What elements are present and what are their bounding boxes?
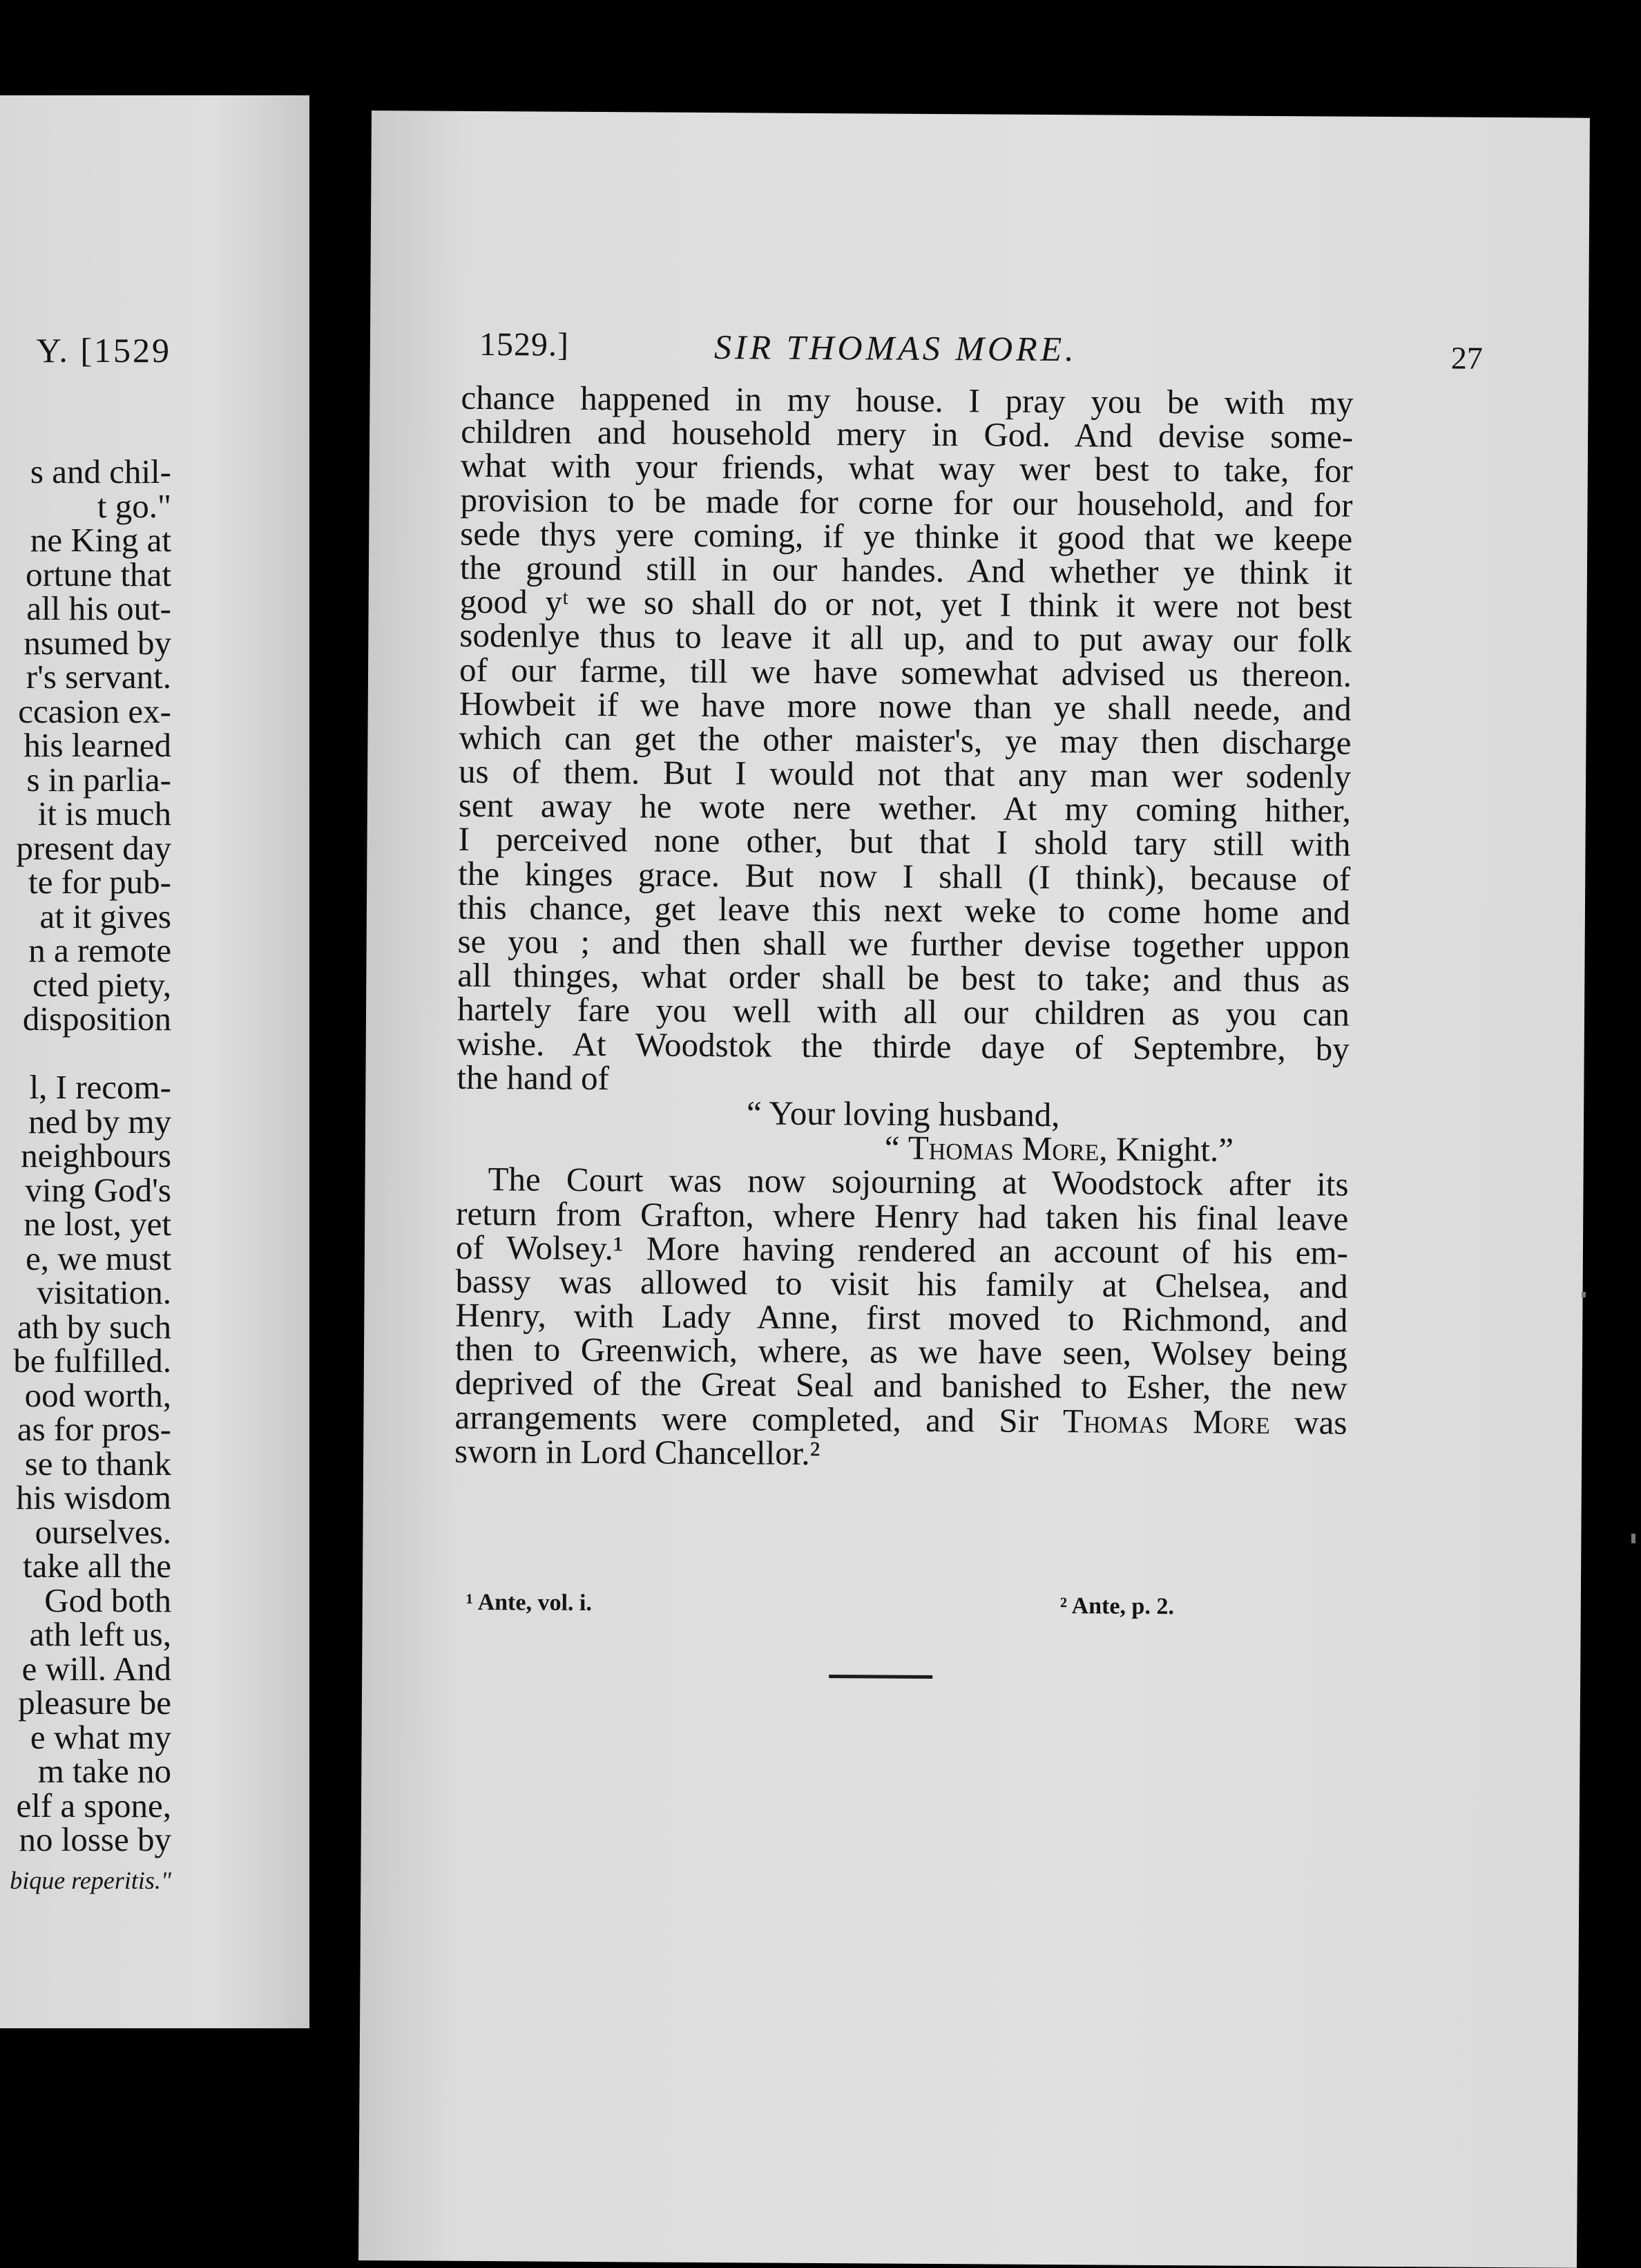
- right-page: [358, 111, 1590, 2268]
- signature-title: , Knight.”: [1099, 1130, 1234, 1169]
- left-page-line: te for pub-: [28, 863, 171, 901]
- signature-quote: “: [884, 1128, 909, 1167]
- left-page-line: at it gives: [39, 897, 171, 935]
- left-page-line: r's servant.: [26, 658, 171, 696]
- left-page-line: God both: [44, 1581, 171, 1619]
- end-rule: [829, 1675, 932, 1679]
- narrative-paragraph: [454, 1160, 1349, 1408]
- letter-line: this chance, get leave this next weke to come home and: [457, 888, 1351, 932]
- scan-speck: [1631, 1534, 1635, 1543]
- letter-line: which can get the other maister's, ye may then discharge: [459, 718, 1352, 762]
- running-head-title: SIR THOMAS MORE.: [713, 327, 1077, 369]
- letter-line: the hand of: [457, 1058, 610, 1097]
- letter-text: [457, 378, 1354, 1100]
- left-page-line: se to thank: [24, 1444, 171, 1483]
- letter-line: good yᵗ we so shall do or not, yet I think it were not best: [459, 582, 1352, 626]
- left-page-line: l, I recom-: [29, 1068, 171, 1106]
- left-page-line: it is much: [37, 794, 171, 832]
- letter-line: provision to be made for corne for our household, and for: [460, 480, 1353, 524]
- footnote-1: ¹ Ante, vol. i.: [466, 1589, 593, 1616]
- letter-line: Howbeit if we have more nowe than ye shall neede, and: [459, 684, 1352, 728]
- footnotes: [466, 1590, 1295, 1629]
- left-page-line: his wisdom: [16, 1478, 171, 1516]
- paragraph-name: Thomas More: [1062, 1401, 1270, 1441]
- page-number: 27: [1450, 340, 1483, 376]
- left-page-line: e what my: [30, 1717, 171, 1756]
- left-page-line: as for pros-: [17, 1410, 171, 1448]
- left-page-line: ned by my: [28, 1102, 171, 1141]
- left-page-line: all his out-: [26, 589, 171, 627]
- letter-line: wishe. At Woodstok the thirde daye of Septembre, by: [457, 1024, 1350, 1068]
- paragraph-line-8-start: arrangements were completed, and Sir: [454, 1398, 1064, 1440]
- left-running-head: Y. [1529: [36, 331, 171, 370]
- left-page-line: ortune that: [26, 555, 171, 593]
- left-page-line: s and chil-: [30, 452, 171, 490]
- signature-name: Thomas More: [908, 1128, 1100, 1168]
- signature-line-1: “ Your loving husband,: [746, 1094, 1060, 1134]
- left-page-line: visitation.: [37, 1273, 171, 1311]
- left-page-line: ood worth,: [24, 1375, 171, 1414]
- left-page-line: m take no: [37, 1752, 171, 1790]
- left-page-fragment: [0, 95, 309, 2028]
- letter-line: I perceived none other, but that I shold tary still with: [458, 820, 1351, 864]
- paragraph-line: bassy was allowed to visit his family at Chelsea, and: [455, 1261, 1348, 1306]
- letter-line: se you ; and then shall we further devise together uppon: [457, 922, 1350, 966]
- left-page-line: ccasion ex-: [18, 692, 171, 730]
- letter-line: of our farme, till we have somewhat advised us thereon.: [459, 650, 1352, 694]
- left-page-line: ourselves.: [35, 1512, 171, 1551]
- left-page-line: ne lost, yet: [23, 1205, 171, 1243]
- left-page-text: [0, 452, 171, 1898]
- letter-line: chance happened in my house. I pray you be with my: [461, 378, 1354, 422]
- left-page-line: pleasure be: [18, 1684, 171, 1722]
- left-page-line: n a remote: [28, 931, 171, 969]
- left-page-line: [0, 1036, 171, 1071]
- left-page-line: ne King at: [30, 521, 171, 559]
- left-page-line: t go.": [97, 486, 171, 525]
- left-page-line: no losse by: [19, 1820, 171, 1858]
- left-page-line: s in parlia-: [26, 760, 171, 799]
- letter-line: sede thys yere coming, if ye thinke it good that we keepe: [460, 514, 1353, 558]
- paragraph-line: of Wolsey.¹ More having rendered an account of his em-: [455, 1228, 1349, 1272]
- left-page-line: disposition: [22, 1000, 171, 1038]
- left-page-line: e, we must: [26, 1239, 171, 1277]
- running-head-year: 1529.]: [479, 325, 570, 363]
- paragraph-line: sworn in Lord Chancellor.²: [454, 1431, 820, 1472]
- letter-line: hartely fare you well with all our children as you can: [457, 990, 1350, 1034]
- left-page-line: his learned: [23, 726, 171, 764]
- footnote-2: ² Ante, p. 2.: [1059, 1593, 1175, 1620]
- left-page-line: be fulfilled.: [13, 1342, 171, 1380]
- paragraph-line: then to Greenwich, where, as we have seen, Wolsey being: [454, 1330, 1348, 1373]
- left-page-line: present day: [16, 828, 171, 867]
- letter-line: sent away he wote nere wether. At my coming hither,: [458, 786, 1352, 830]
- left-page-line: ving God's: [25, 1170, 171, 1209]
- left-footnote-fragment: bique reperitis.": [10, 1866, 171, 1894]
- letter-line: all thinges, what order shall be best to take; and thus as: [457, 955, 1350, 1000]
- paragraph-line-8-end: was: [1269, 1402, 1347, 1442]
- left-page-line: elf a spone,: [16, 1786, 171, 1824]
- left-page-line: ath left us,: [29, 1615, 171, 1653]
- left-page-line: e will. And: [21, 1649, 171, 1688]
- letter-line: what with your friends, what way wer best to take, for: [460, 446, 1354, 490]
- scan-speck: [1582, 1292, 1586, 1297]
- left-page-line: nsumed by: [23, 623, 171, 662]
- paragraph-line: return from Grafton, where Henry had taken his final leave: [456, 1194, 1349, 1238]
- left-page-line: cted piety,: [32, 965, 171, 1004]
- left-page-line: ath by such: [17, 1307, 171, 1346]
- left-page-line: take all the: [23, 1547, 171, 1585]
- body-text: [454, 378, 1354, 1474]
- left-page-line: neighbours: [21, 1136, 171, 1174]
- paragraph-line: Henry, with Lady Anne, first moved to Richmond, and: [455, 1295, 1348, 1340]
- paragraph-line: The Court was now sojourning at Woodstock after its: [488, 1160, 1349, 1203]
- running-head: [479, 325, 1515, 380]
- letter-line: the kinges grace. But now I shall (I think), because of: [458, 854, 1351, 898]
- letter-line: sodenlye thus to leave it all up, and to put away our folk: [459, 616, 1352, 660]
- paragraph-line: deprived of the Great Seal and banished to Esher, the new: [454, 1364, 1347, 1408]
- letter-line: children and household mery in God. And devise some-: [460, 412, 1354, 456]
- letter-line: the ground still in our handes. And whether ye think it: [459, 548, 1353, 592]
- letter-line: us of them. But I would not that any man wer sodenly: [458, 752, 1352, 796]
